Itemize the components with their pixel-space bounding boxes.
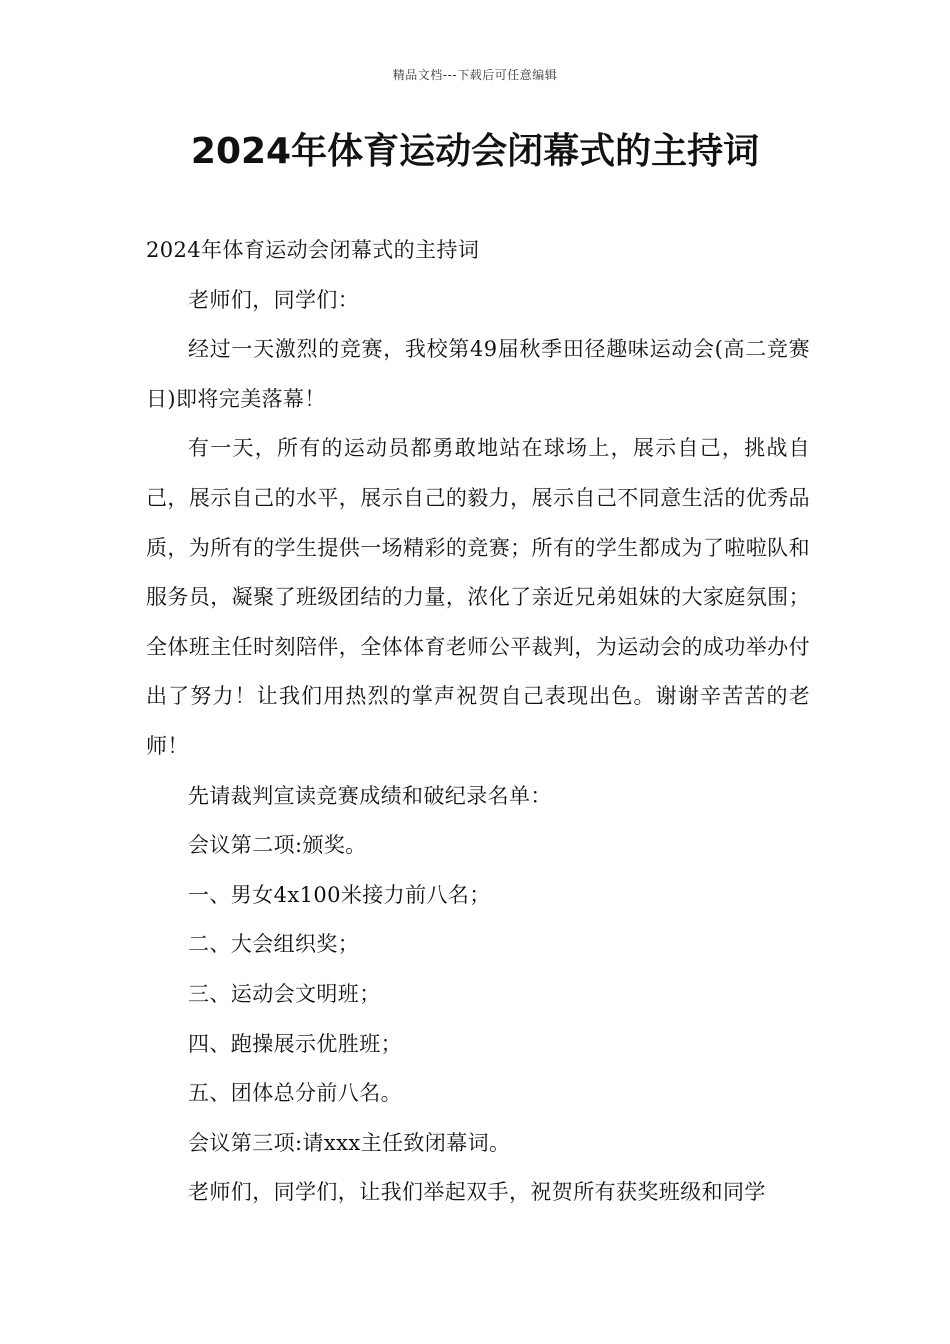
award-item: 四、跑操展示优胜班；: [188, 1031, 402, 1056]
subtitle-paragraph: 2024年体育运动会闭幕式的主持词: [146, 238, 480, 262]
body-paragraph: 经过一天激烈的竞赛，我校第49届秋季田径趣味运动会(高二竞赛日)即将完美落幕！: [146, 337, 810, 411]
award-item: 二、大会组织奖；: [188, 932, 360, 957]
award-item: 一、男女4x100米接力前八名；: [188, 882, 491, 907]
award-item: 五、团体总分前八名。: [188, 1081, 402, 1106]
page-title: 2024年体育运动会闭幕式的主持词: [190, 131, 760, 172]
award-item: 三、运动会文明班；: [188, 981, 381, 1006]
body-paragraph: 先请裁判宣读竞赛成绩和破纪录名单：: [188, 783, 552, 808]
header-note: 精品文档---下载后可任意编辑: [392, 68, 558, 82]
agenda-item: 会议第二项:颁奖。: [188, 833, 367, 858]
greeting-paragraph: 老师们，同学们：: [188, 287, 360, 312]
agenda-item: 会议第三项:请xxx主任致闭幕词。: [188, 1130, 511, 1155]
body-paragraph: 老师们，同学们，让我们举起双手，祝贺所有获奖班级和同学: [188, 1180, 766, 1205]
body-paragraph: 有一天，所有的运动员都勇敢地站在球场上，展示自己，挑战自己，展示自己的水平，展示自己的毅力，展示自己不同意生活的优秀品质，为所有的学生提供一场精彩的竞赛；所有的学生都成为了啦啦队和服务员，凝聚了班级团结的力量，浓化了亲近兄弟姐妹的大家庭氛围；全体班主任时刻陪伴，全体体育老师公平裁判，为运动会的成功举办付出了努力！让我们用热烈的掌声祝贺自己表现出色。谢谢辛苦苦的老师！: [146, 436, 810, 758]
document-body: [146, 226, 810, 1218]
